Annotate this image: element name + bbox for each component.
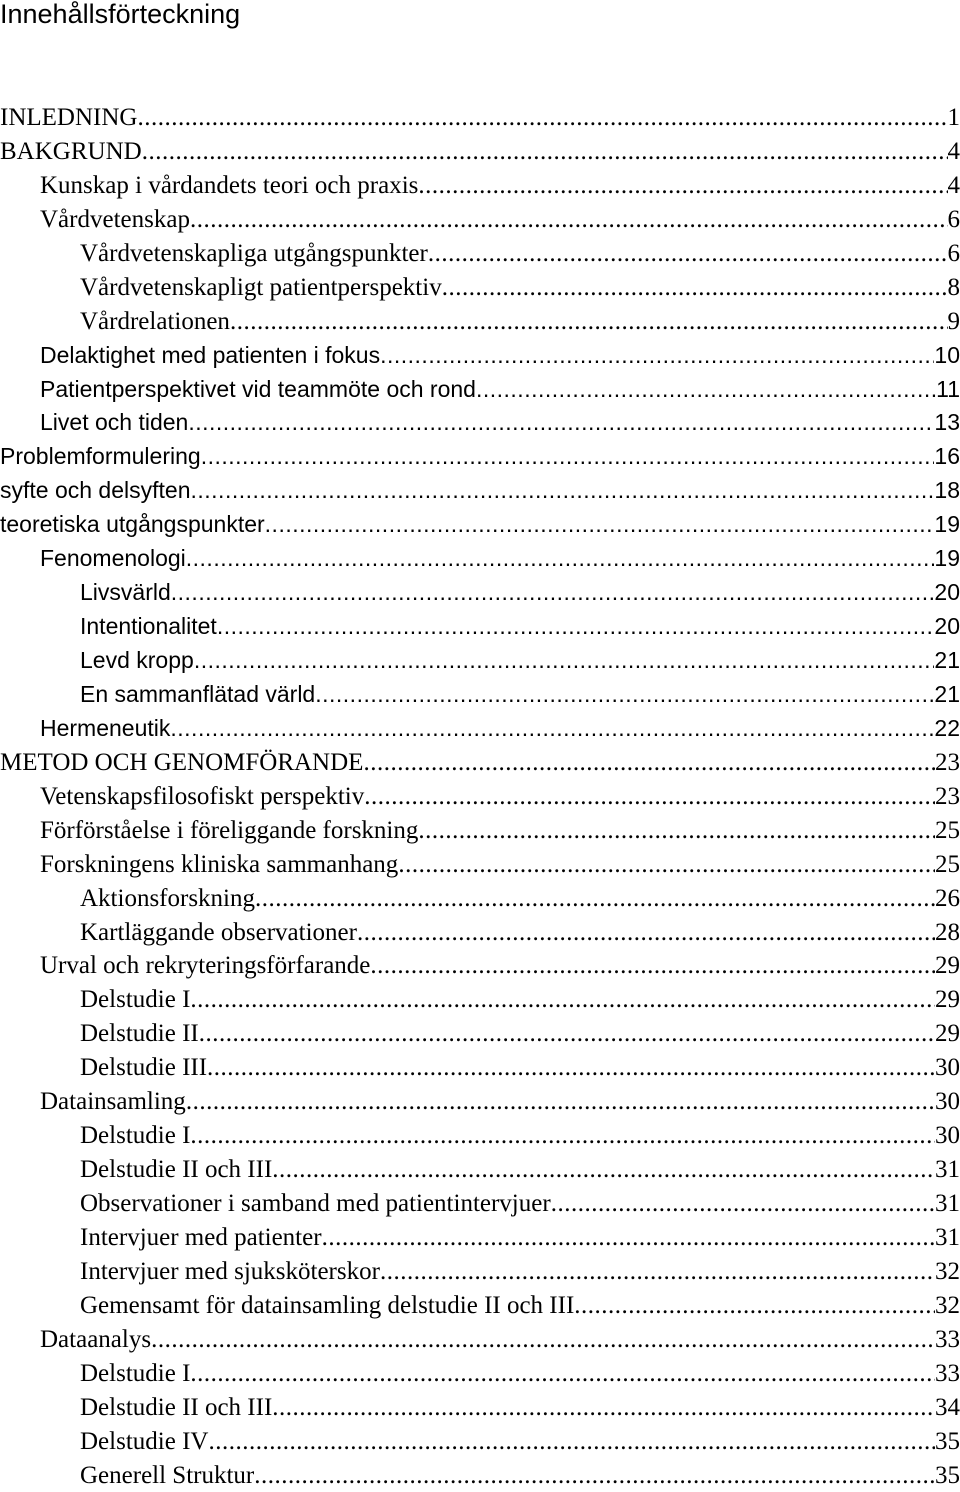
toc-entry-page-number: 13: [934, 406, 960, 440]
toc-entry-title: Delstudie I: [80, 983, 190, 1017]
dot-leader: [137, 101, 947, 135]
toc-entry[interactable]: [0, 1289, 960, 1323]
toc-entry-page-number: 19: [934, 542, 960, 576]
toc-entry[interactable]: [0, 373, 960, 407]
toc-entry-title: Delaktighet med patienten i fokus: [40, 339, 380, 373]
toc-entry[interactable]: [0, 746, 960, 780]
toc-entry[interactable]: [0, 780, 960, 814]
toc-entry-title: Intervjuer med sjuksköterskor: [80, 1255, 380, 1289]
toc-entry-title: Vårdvetenskap: [40, 203, 190, 237]
dot-leader: [190, 983, 935, 1017]
toc-entry[interactable]: [0, 406, 960, 440]
dot-leader: [151, 1323, 935, 1357]
dot-leader: [201, 440, 935, 474]
toc-entry-title: syfte och delsyften: [0, 474, 191, 508]
toc-entry-title: Patientperspektivet vid teammöte och rond: [40, 373, 476, 407]
toc-entry[interactable]: [0, 1391, 960, 1425]
dot-leader: [254, 1459, 935, 1492]
toc-entry-title: Aktionsforskning: [80, 882, 255, 916]
toc-entry-page-number: 18: [934, 474, 960, 508]
toc-entry-title: Delstudie I: [80, 1119, 190, 1153]
toc-entry-title: Intentionalitet: [80, 610, 217, 644]
toc-entry-title: Vårdvetenskapliga utgångspunkter: [80, 237, 428, 271]
toc-entry-title: Livsvärld: [80, 576, 171, 610]
dot-leader: [255, 882, 935, 916]
toc-entry-title: Fenomenologi: [40, 542, 186, 576]
toc-entry-page-number: 19: [934, 508, 960, 542]
toc-entry-page-number: 8: [948, 271, 960, 305]
toc-entry-page-number: 4: [948, 135, 960, 169]
toc-entry-title: En sammanflätad värld: [80, 678, 315, 712]
toc-entry-page-number: 32: [935, 1255, 960, 1289]
table-of-contents: [0, 101, 960, 1492]
dot-leader: [186, 542, 935, 576]
dot-leader: [190, 1357, 935, 1391]
toc-entry[interactable]: [0, 1221, 960, 1255]
toc-entry-title: INLEDNING: [0, 101, 137, 135]
toc-entry-page-number: 28: [935, 916, 960, 950]
toc-entry-title: Problemformulering: [0, 440, 201, 474]
toc-entry-page-number: 21: [934, 644, 960, 678]
toc-entry-page-number: 29: [935, 949, 960, 983]
toc-entry-page-number: 10: [934, 339, 960, 373]
toc-entry-page-number: 1: [948, 101, 960, 135]
toc-entry-title: Intervjuer med patienter: [80, 1221, 322, 1255]
dot-leader: [194, 644, 935, 678]
toc-entry-page-number: 22: [934, 712, 960, 746]
toc-entry-title: Delstudie II och III: [80, 1153, 272, 1187]
toc-entry-page-number: 20: [934, 576, 960, 610]
toc-entry-page-number: 31: [935, 1221, 960, 1255]
dot-leader: [380, 1255, 935, 1289]
toc-entry-page-number: 33: [935, 1357, 960, 1391]
toc-entry[interactable]: [0, 1051, 960, 1085]
toc-entry[interactable]: [0, 576, 960, 610]
toc-entry[interactable]: [0, 271, 960, 305]
dot-leader: [315, 678, 934, 712]
dot-leader: [428, 237, 948, 271]
toc-entry-page-number: 30: [935, 1051, 960, 1085]
dot-leader: [370, 949, 935, 983]
toc-entry[interactable]: [0, 101, 960, 135]
dot-leader: [186, 1085, 935, 1119]
toc-entry-title: Urval och rekryteringsförfarande: [40, 949, 370, 983]
toc-entry[interactable]: [0, 814, 960, 848]
toc-entry-page-number: 25: [935, 848, 960, 882]
toc-entry[interactable]: [0, 712, 960, 746]
dot-leader: [188, 406, 934, 440]
toc-entry-page-number: 16: [934, 440, 960, 474]
toc-entry-page-number: 30: [935, 1119, 960, 1153]
dot-leader: [364, 780, 935, 814]
toc-entry[interactable]: [0, 848, 960, 882]
dot-leader: [398, 848, 935, 882]
toc-entry[interactable]: [0, 135, 960, 169]
toc-entry-title: Vetenskapsfilosofiskt perspektiv: [40, 780, 364, 814]
toc-entry[interactable]: [0, 1187, 960, 1221]
toc-entry[interactable]: [0, 678, 960, 712]
toc-entry-page-number: 6: [948, 203, 960, 237]
dot-leader: [230, 305, 948, 339]
toc-entry-title: Delstudie I: [80, 1357, 190, 1391]
toc-entry-page-number: 30: [935, 1085, 960, 1119]
toc-entry-title: Delstudie II och III: [80, 1391, 272, 1425]
toc-entry-page-number: 31: [935, 1153, 960, 1187]
toc-entry[interactable]: [0, 203, 960, 237]
dot-leader: [217, 610, 935, 644]
toc-entry-page-number: 31: [935, 1187, 960, 1221]
toc-entry[interactable]: [0, 949, 960, 983]
toc-entry-title: teoretiska utgångspunkter: [0, 508, 265, 542]
toc-entry[interactable]: [0, 1459, 960, 1492]
toc-entry-title: Generell Struktur: [80, 1459, 254, 1492]
toc-entry-page-number: 34: [935, 1391, 960, 1425]
dot-leader: [551, 1187, 935, 1221]
dot-leader: [574, 1289, 935, 1323]
toc-entry-page-number: 35: [935, 1459, 960, 1492]
toc-entry[interactable]: [0, 1085, 960, 1119]
toc-entry-title: Delstudie III: [80, 1051, 207, 1085]
toc-entry-title: Gemensamt för datainsamling delstudie II och III: [80, 1289, 574, 1323]
toc-entry[interactable]: [0, 1119, 960, 1153]
toc-entry[interactable]: [0, 1255, 960, 1289]
dot-leader: [265, 508, 935, 542]
toc-entry[interactable]: [0, 1425, 960, 1459]
toc-entry[interactable]: [0, 1357, 960, 1391]
toc-entry[interactable]: [0, 882, 960, 916]
page-title: Innehållsförteckning: [0, 0, 240, 32]
toc-entry-page-number: 23: [935, 746, 960, 780]
toc-entry[interactable]: [0, 474, 960, 508]
toc-entry-title: Vårdrelationen: [80, 305, 230, 339]
toc-entry[interactable]: [0, 1153, 960, 1187]
dot-leader: [170, 712, 934, 746]
dot-leader: [272, 1153, 935, 1187]
toc-entry-page-number: 21: [934, 678, 960, 712]
toc-entry-title: Vårdvetenskapligt patientperspektiv: [80, 271, 442, 305]
toc-entry-page-number: 23: [935, 780, 960, 814]
dot-leader: [142, 135, 948, 169]
toc-entry-title: Delstudie II: [80, 1017, 199, 1051]
dot-leader: [190, 203, 948, 237]
toc-entry[interactable]: [0, 339, 960, 373]
toc-entry[interactable]: [0, 610, 960, 644]
toc-entry[interactable]: [0, 542, 960, 576]
toc-entry-page-number: 9: [948, 305, 960, 339]
toc-entry-title: Observationer i samband med patientintervjuer: [80, 1187, 551, 1221]
toc-entry-title: Levd kropp: [80, 644, 194, 678]
dot-leader: [199, 1017, 935, 1051]
toc-entry-page-number: 26: [935, 882, 960, 916]
toc-entry-title: Kartläggande observationer: [80, 916, 357, 950]
toc-entry[interactable]: [0, 508, 960, 542]
dot-leader: [442, 271, 948, 305]
dot-leader: [171, 576, 935, 610]
toc-entry-page-number: 32: [935, 1289, 960, 1323]
toc-entry[interactable]: [0, 916, 960, 950]
toc-entry-page-number: 20: [934, 610, 960, 644]
dot-leader: [272, 1391, 935, 1425]
toc-entry-title: Hermeneutik: [40, 712, 170, 746]
dot-leader: [207, 1051, 935, 1085]
toc-entry-title: METOD OCH GENOMFÖRANDE: [0, 746, 363, 780]
toc-entry-title: Delstudie IV: [80, 1425, 208, 1459]
toc-entry[interactable]: [0, 169, 960, 203]
toc-entry-title: Kunskap i vårdandets teori och praxis: [40, 169, 418, 203]
dot-leader: [476, 373, 936, 407]
toc-entry-title: Forskningens kliniska sammanhang: [40, 848, 398, 882]
toc-entry-title: Livet och tiden: [40, 406, 188, 440]
toc-entry-page-number: 29: [935, 1017, 960, 1051]
dot-leader: [208, 1425, 935, 1459]
toc-entry-page-number: 29: [935, 983, 960, 1017]
toc-entry[interactable]: [0, 1323, 960, 1357]
toc-entry[interactable]: [0, 305, 960, 339]
toc-entry[interactable]: [0, 1017, 960, 1051]
toc-entry-page-number: 33: [935, 1323, 960, 1357]
dot-leader: [418, 169, 947, 203]
dot-leader: [418, 814, 935, 848]
toc-entry-page-number: 6: [948, 237, 960, 271]
toc-entry-title: Dataanalys: [40, 1323, 151, 1357]
toc-entry[interactable]: [0, 440, 960, 474]
toc-entry[interactable]: [0, 983, 960, 1017]
dot-leader: [357, 916, 935, 950]
dot-leader: [380, 339, 934, 373]
dot-leader: [190, 1119, 935, 1153]
toc-entry-page-number: 11: [936, 373, 960, 407]
dot-leader: [191, 474, 935, 508]
toc-entry-title: Förförståelse i föreliggande forskning: [40, 814, 418, 848]
toc-entry-page-number: 35: [935, 1425, 960, 1459]
toc-entry-page-number: 4: [948, 169, 960, 203]
toc-entry[interactable]: [0, 644, 960, 678]
toc-entry-title: BAKGRUND: [0, 135, 142, 169]
dot-leader: [363, 746, 935, 780]
toc-entry-title: Datainsamling: [40, 1085, 186, 1119]
dot-leader: [322, 1221, 935, 1255]
toc-entry-page-number: 25: [935, 814, 960, 848]
toc-entry[interactable]: [0, 237, 960, 271]
